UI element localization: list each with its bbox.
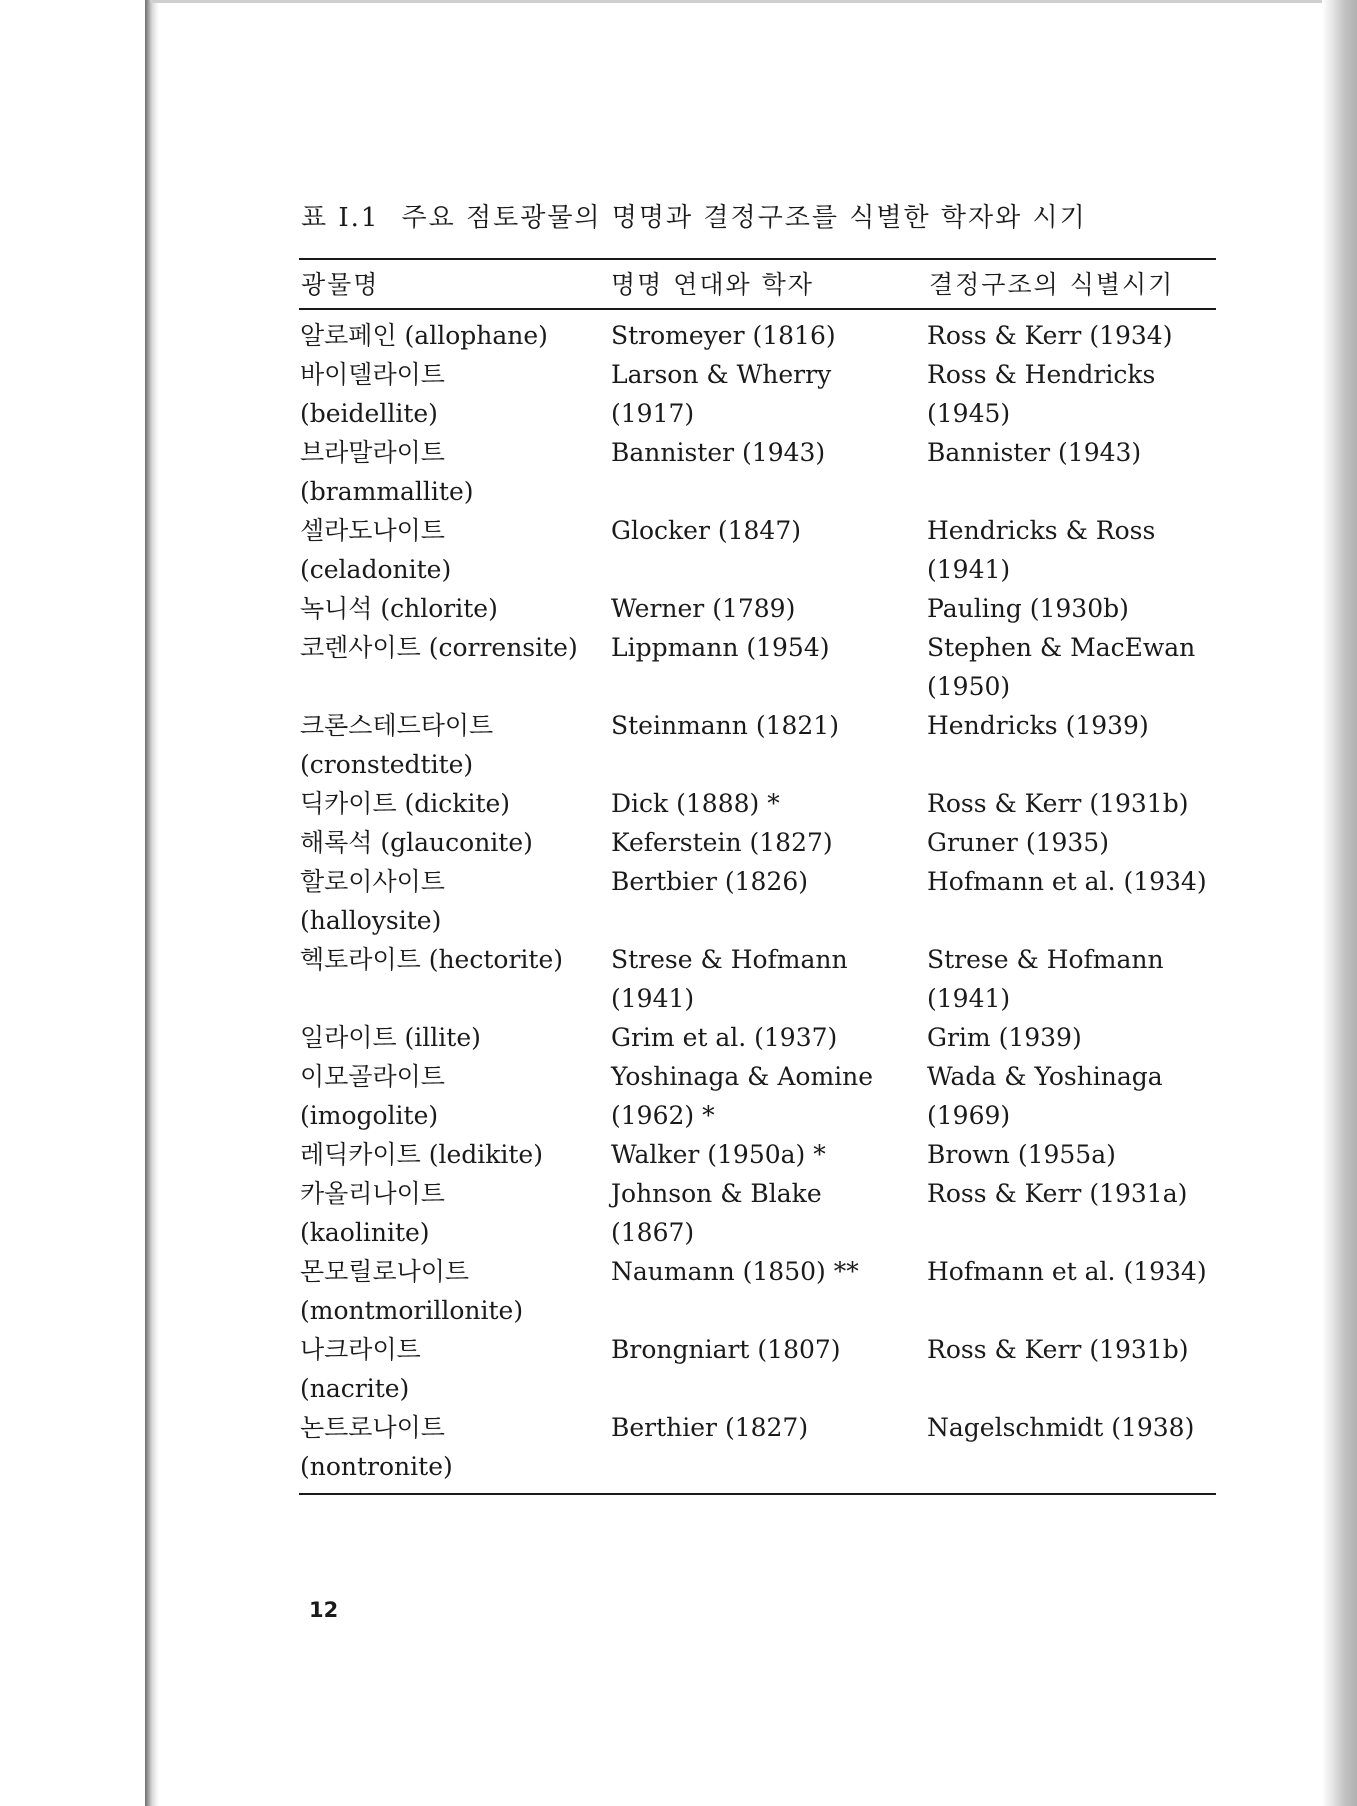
table-body <box>0 316 1357 1486</box>
structure-identification: Brown (1955a) <box>927 1140 1116 1169</box>
table-row <box>0 1408 1357 1486</box>
structure-identification: Hofmann et al. (1934) <box>927 1257 1207 1286</box>
table-row <box>0 628 1357 706</box>
structure-identification: Hendricks (1939) <box>927 711 1149 740</box>
mineral-name: 딕카이트 (dickite) <box>300 789 511 818</box>
mineral-name: 카올리나이트 (kaolinite) <box>300 1179 445 1247</box>
table-row <box>0 1174 1357 1252</box>
table-row <box>0 1135 1357 1174</box>
mineral-name: 셀라도나이트 (celadonite) <box>300 516 452 584</box>
table-row <box>0 940 1357 1018</box>
naming-author: Bannister (1943) <box>611 438 826 467</box>
mineral-name: 알로페인 (allophane) <box>300 321 548 350</box>
structure-identification: Ross & Kerr (1934) <box>927 321 1173 350</box>
column-header-structure: 결정구조의 식별시기 <box>929 270 1175 299</box>
table-row <box>0 1018 1357 1057</box>
structure-identification: Stephen & MacEwan (1950) <box>927 633 1196 701</box>
naming-author: Walker (1950a) * <box>611 1140 826 1169</box>
mineral-name: 이모골라이트 (imogolite) <box>300 1062 445 1130</box>
mineral-name: 나크라이트 (nacrite) <box>300 1335 421 1403</box>
naming-author: Steinmann (1821) <box>611 711 839 740</box>
mineral-name: 코렌사이트 (corrensite) <box>300 633 578 662</box>
structure-identification: Pauling (1930b) <box>927 594 1129 623</box>
structure-identification: Ross & Hendricks (1945) <box>927 360 1156 428</box>
structure-identification: Bannister (1943) <box>927 438 1142 467</box>
naming-author: Grim et al. (1937) <box>611 1023 838 1052</box>
structure-identification: Hendricks & Ross (1941) <box>927 516 1156 584</box>
naming-author: Berthier (1827) <box>611 1413 809 1442</box>
naming-author: Werner (1789) <box>611 594 796 623</box>
table-caption <box>301 197 1231 234</box>
table-row <box>0 1252 1357 1330</box>
mineral-name: 바이델라이트 (beidellite) <box>300 360 445 428</box>
table-row <box>0 433 1357 511</box>
table-top-rule <box>299 258 1216 260</box>
naming-author: Dick (1888) * <box>611 789 780 818</box>
structure-identification: Ross & Kerr (1931b) <box>927 789 1189 818</box>
table-number: 표 Ⅰ.1 <box>301 203 380 233</box>
table-row <box>0 784 1357 823</box>
naming-author: Brongniart (1807) <box>611 1335 841 1364</box>
naming-author: Keferstein (1827) <box>611 828 833 857</box>
mineral-name: 해록석 (glauconite) <box>300 828 533 857</box>
structure-identification: Ross & Kerr (1931a) <box>927 1179 1188 1208</box>
mineral-name: 몬모릴로나이트 (montmorillonite) <box>300 1257 524 1325</box>
table-row <box>0 1330 1357 1408</box>
page-number: 12 <box>309 1598 339 1622</box>
structure-identification: Ross & Kerr (1931b) <box>927 1335 1189 1364</box>
column-header-mineral: 광물명 <box>301 270 380 299</box>
column-header-naming: 명명 연대와 학자 <box>611 270 814 299</box>
naming-author: Lippmann (1954) <box>611 633 830 662</box>
structure-identification: Grim (1939) <box>927 1023 1082 1052</box>
naming-author: Yoshinaga & Aomine (1962) * <box>611 1062 874 1130</box>
table-row <box>0 589 1357 628</box>
table-title: 주요 점토광물의 명명과 결정구조를 식별한 학자와 시기 <box>401 203 1087 233</box>
table-row <box>0 862 1357 940</box>
mineral-name: 할로이사이트 (halloysite) <box>300 867 445 935</box>
table-bottom-rule <box>299 1493 1216 1495</box>
structure-identification: Gruner (1935) <box>927 828 1109 857</box>
mineral-name: 레딕카이트 (ledikite) <box>300 1140 543 1169</box>
naming-author: Strese & Hofmann (1941) <box>611 945 848 1013</box>
naming-author: Johnson & Blake (1867) <box>611 1179 822 1247</box>
mineral-name: 브라말라이트 (brammallite) <box>300 438 474 506</box>
table-row <box>0 355 1357 433</box>
table-row <box>0 511 1357 589</box>
mineral-name: 일라이트 (illite) <box>300 1023 481 1052</box>
page-top-edge <box>150 0 1330 3</box>
structure-identification: Nagelschmidt (1938) <box>927 1413 1195 1442</box>
naming-author: Bertbier (1826) <box>611 867 808 896</box>
table-row <box>0 823 1357 862</box>
naming-author: Larson & Wherry (1917) <box>611 360 832 428</box>
naming-author: Glocker (1847) <box>611 516 801 545</box>
naming-author: Naumann (1850) ** <box>611 1257 859 1286</box>
structure-identification: Wada & Yoshinaga (1969) <box>927 1062 1163 1130</box>
mineral-name: 헥토라이트 (hectorite) <box>300 945 563 974</box>
table-header-rule <box>299 308 1216 310</box>
table-row <box>0 1057 1357 1135</box>
mineral-name: 논트로나이트 (nontronite) <box>300 1413 453 1481</box>
table-row <box>0 706 1357 784</box>
structure-identification: Strese & Hofmann (1941) <box>927 945 1164 1013</box>
mineral-name: 녹니석 (chlorite) <box>300 594 498 623</box>
naming-author: Stromeyer (1816) <box>611 321 836 350</box>
table-row <box>0 316 1357 355</box>
structure-identification: Hofmann et al. (1934) <box>927 867 1207 896</box>
mineral-name: 크론스테드타이트 (cronstedtite) <box>300 711 494 779</box>
